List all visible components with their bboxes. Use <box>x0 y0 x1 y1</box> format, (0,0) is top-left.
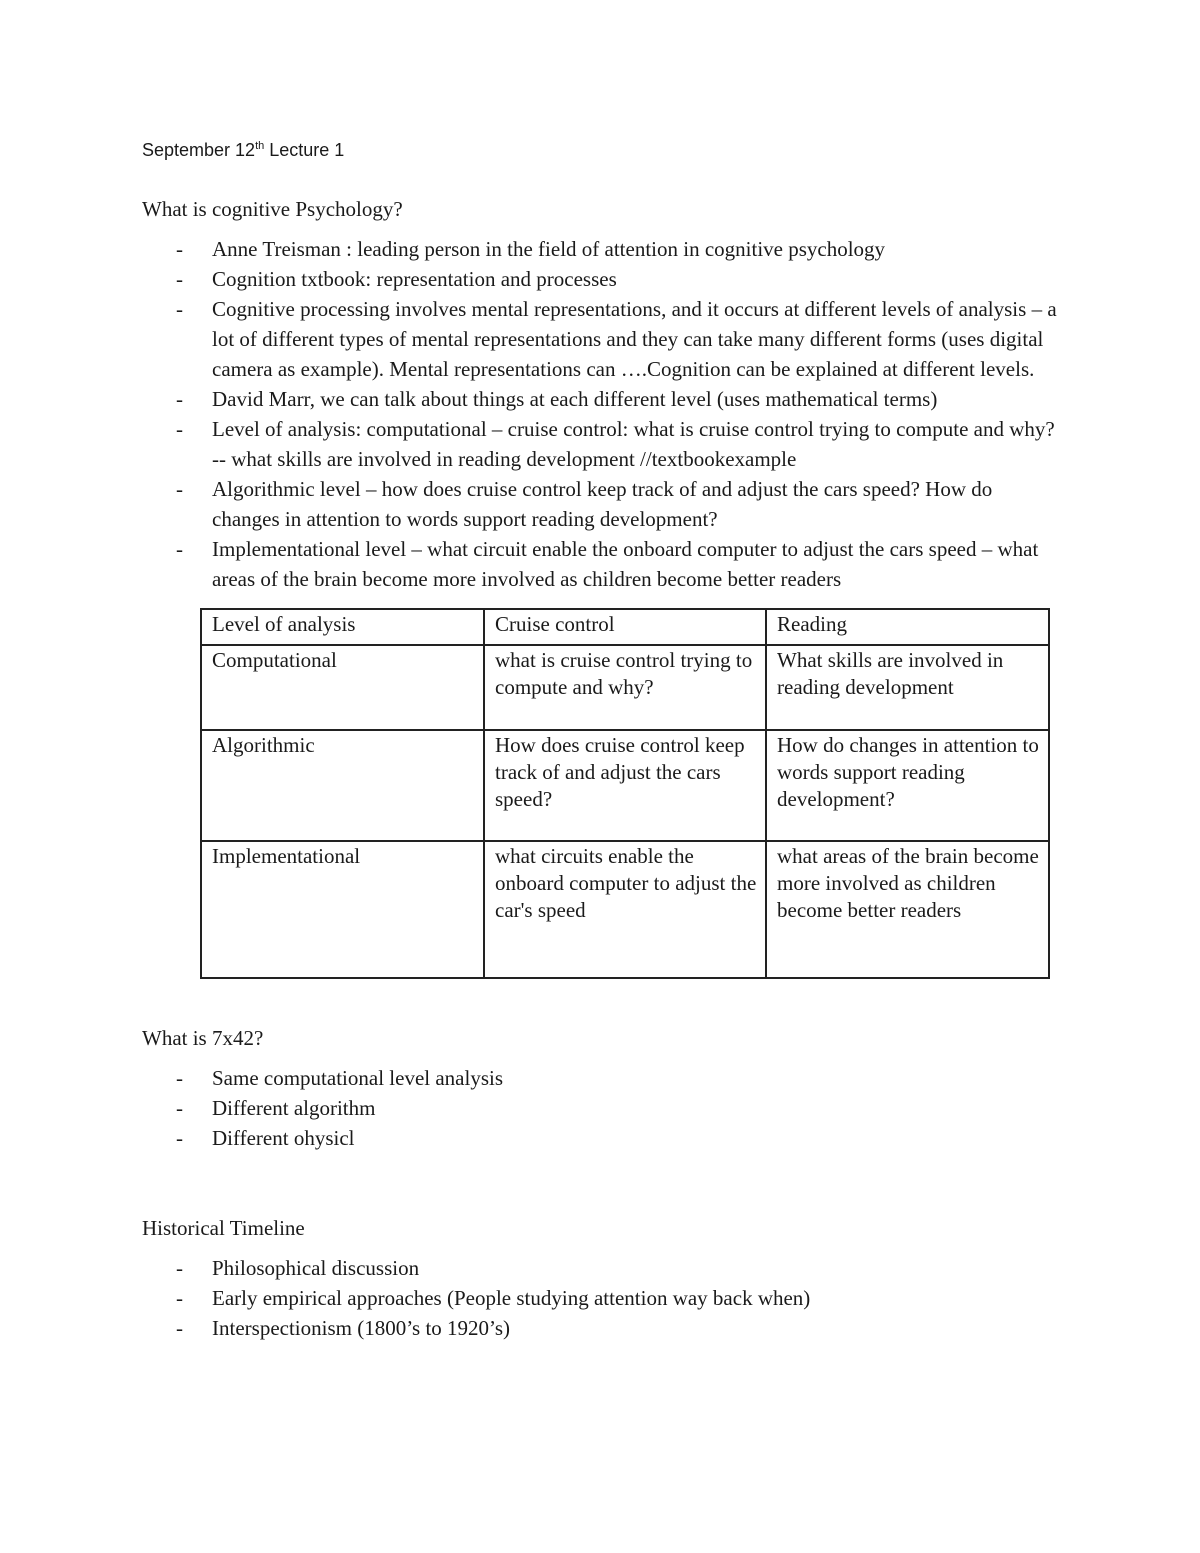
bullet-list <box>142 1063 1062 1153</box>
bullet-dash: - <box>176 267 183 291</box>
table-cell: What skills are involved in reading development <box>766 645 1049 730</box>
table-header-cell: Level of analysis <box>201 609 484 645</box>
bullet-list <box>142 1253 1062 1343</box>
document-page <box>142 138 1062 1343</box>
list-item-text: Same computational level analysis <box>212 1066 504 1090</box>
list-item <box>142 414 1062 474</box>
list-item <box>142 534 1062 594</box>
table-row <box>201 645 1049 730</box>
lecture-header <box>142 138 1062 174</box>
table-cell: what areas of the brain become more involved as children become better readers <box>766 841 1049 978</box>
table-cell: what circuits enable the onboard computer to adjust the car's speed <box>484 841 766 978</box>
list-item <box>142 264 1062 294</box>
bullet-dash: - <box>176 537 183 561</box>
list-item-text: Philosophical discussion <box>212 1256 420 1280</box>
header-superscript: th <box>255 140 265 152</box>
section-7x42 <box>142 1023 1062 1153</box>
bullet-dash: - <box>176 387 183 411</box>
table-row <box>201 730 1049 841</box>
bullet-dash: - <box>176 1316 183 1340</box>
list-item <box>142 294 1062 384</box>
table-cell: what is cruise control trying to compute and why? <box>484 645 766 730</box>
header-date: September 12 <box>142 140 256 160</box>
bullet-dash: - <box>176 1126 183 1150</box>
section-heading: Historical Timeline <box>142 1216 305 1240</box>
list-item <box>142 474 1062 534</box>
table-row <box>201 841 1049 978</box>
bullet-dash: - <box>176 297 183 321</box>
bullet-dash: - <box>176 1066 183 1090</box>
bullet-dash: - <box>176 477 183 501</box>
bullet-dash: - <box>176 417 183 441</box>
table-cell: Implementational <box>201 841 484 978</box>
list-item-text: Different algorithm <box>212 1096 376 1120</box>
list-item-text: Level of analysis: computational – cruise control: what is cruise control trying to compute and why? -- what skills are involved in reading development //textbookexample <box>212 417 1055 471</box>
table-header-cell: Reading <box>766 609 1049 645</box>
list-item <box>142 1313 1062 1343</box>
list-item-text: Anne Treisman : leading person in the field of attention in cognitive psychology <box>212 237 886 261</box>
bullet-dash: - <box>176 1096 183 1120</box>
section-cognitive-psychology <box>142 194 1062 979</box>
bullet-dash: - <box>176 1256 183 1280</box>
table-cell: Algorithmic <box>201 730 484 841</box>
list-item <box>142 1123 1062 1153</box>
levels-of-analysis-table <box>200 608 1050 979</box>
list-item-text: Early empirical approaches (People studying attention way back when) <box>212 1286 811 1310</box>
bullet-list <box>142 234 1062 594</box>
list-item-text: Algorithmic level – how does cruise control keep track of and adjust the cars speed? How do changes in attention to words support reading development? <box>212 477 993 531</box>
list-item-text: Cognitive processing involves mental representations, and it occurs at different levels of analysis – a lot of different types of mental representations and they can take many different forms (uses digital camera as example). Mental representations can ….Cognition can be explained at different levels. <box>212 297 1057 381</box>
list-item <box>142 1283 1062 1313</box>
list-item-text: Cognition txtbook: representation and processes <box>212 267 617 291</box>
table-cell: Computational <box>201 645 484 730</box>
section-heading: What is cognitive Psychology? <box>142 197 403 221</box>
list-item <box>142 1093 1062 1123</box>
table-cell: How do changes in attention to words support reading development? <box>766 730 1049 841</box>
section-historical-timeline <box>142 1213 1062 1343</box>
table-header-row <box>201 609 1049 645</box>
table-cell: How does cruise control keep track of and adjust the cars speed? <box>484 730 766 841</box>
list-item <box>142 1253 1062 1283</box>
table-header-cell: Cruise control <box>484 609 766 645</box>
list-item <box>142 234 1062 264</box>
section-heading: What is 7x42? <box>142 1026 264 1050</box>
list-item-text: Interspectionism (1800’s to 1920’s) <box>212 1316 511 1340</box>
list-item-text: Different ohysicl <box>212 1126 355 1150</box>
bullet-dash: - <box>176 237 183 261</box>
header-lecture: Lecture 1 <box>264 140 345 160</box>
bullet-dash: - <box>176 1286 183 1310</box>
list-item-text: Implementational level – what circuit enable the onboard computer to adjust the cars speed – what areas of the brain become more involved as children become better readers <box>212 537 1039 591</box>
list-item <box>142 384 1062 414</box>
list-item-text: David Marr, we can talk about things at each different level (uses mathematical terms) <box>212 387 938 411</box>
list-item <box>142 1063 1062 1093</box>
